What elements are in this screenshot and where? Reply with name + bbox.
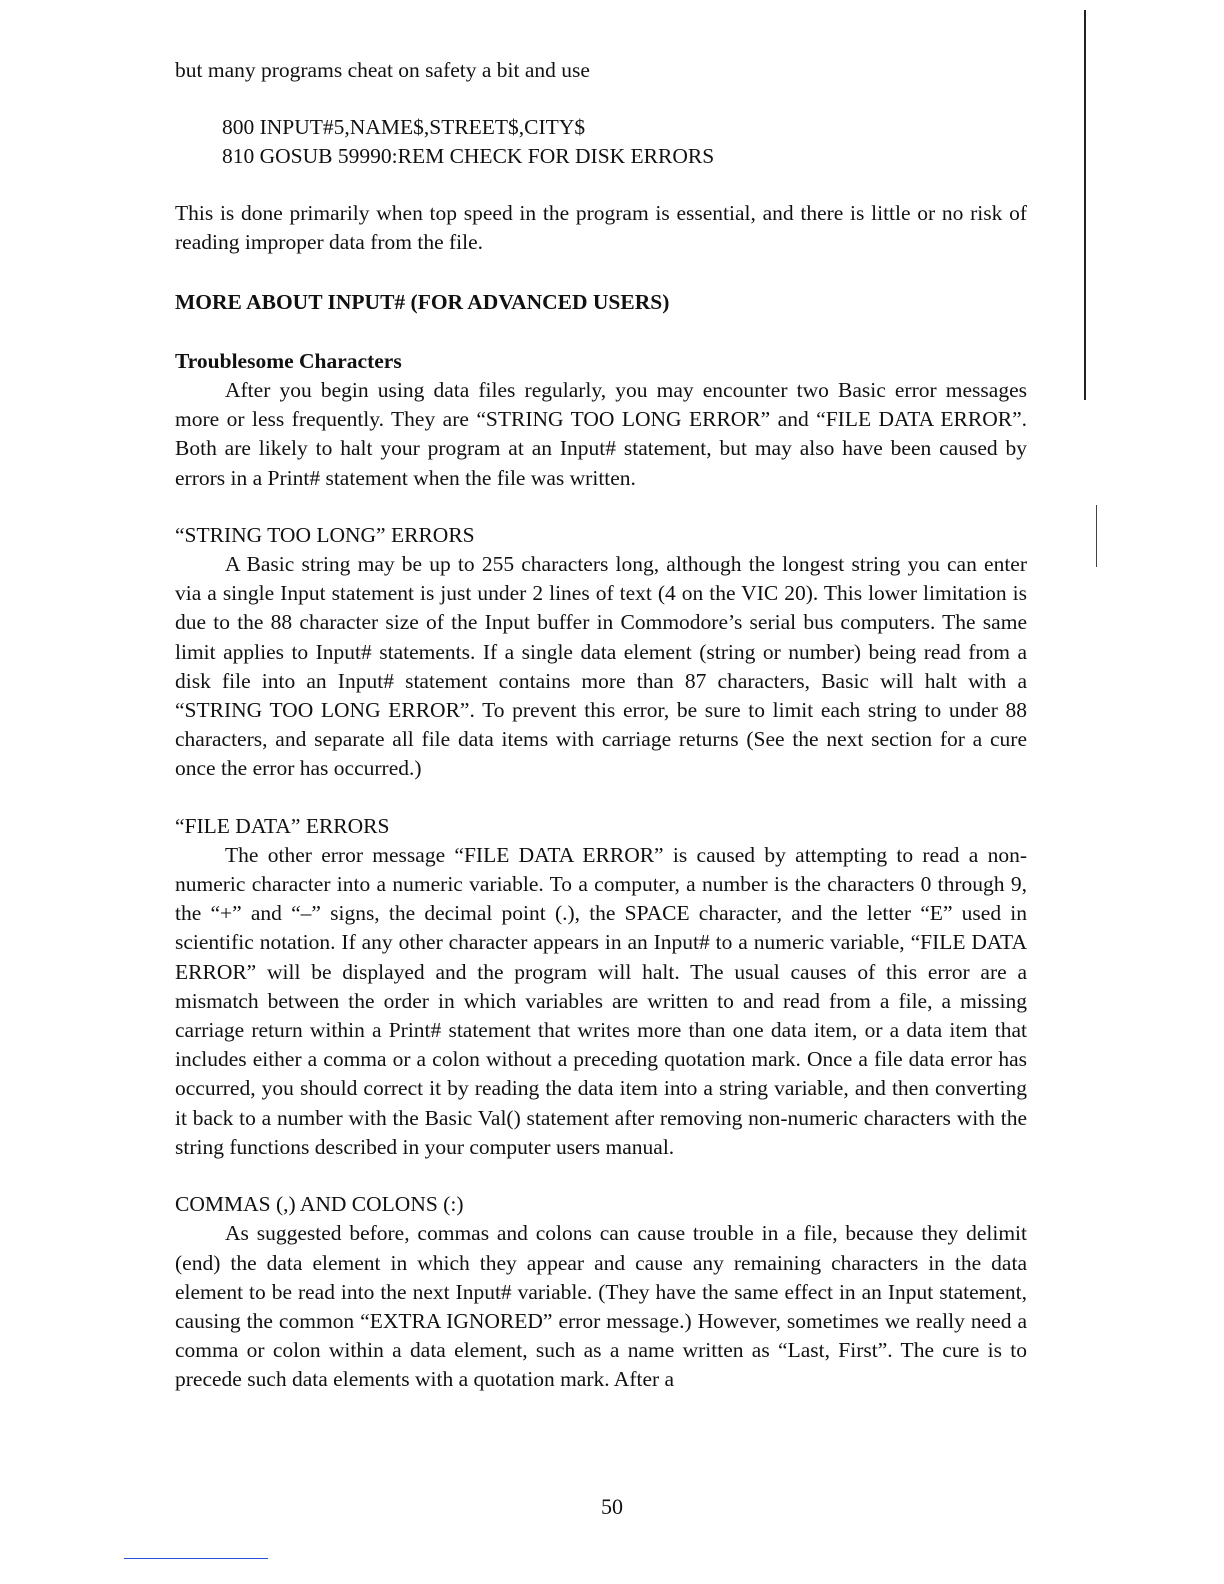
intro-line: but many programs cheat on safety a bit and use: [175, 58, 590, 82]
string-too-long-paragraph: A Basic string may be up to 255 characters long, although the longest string you can enter via a single Input statement is just under 2 lines of text (4 on the VIC 20). This lower limitation is due to the 88 character size of the Input buffer in Commodore’s serial bus computers. The same limit applies to Input# statements. If a single data element (string or number) being read from a disk file into an Input# statement contains more than 87 characters, Basic will halt with a “STRING TOO LONG ERROR”. To prevent this error, be sure to limit each string to under 88 characters, and separate all file data items with carriage returns (See the next section for a cure once the error has occurred.): [175, 552, 1027, 781]
spacer: [175, 171, 1027, 199]
document-page: [175, 56, 1027, 1395]
commas-colons-heading: COMMAS (,) AND COLONS (:): [175, 1192, 464, 1217]
speed-paragraph: This is done primarily when top speed in the program is essential, and there is little or no risk of reading improper data from the file.: [175, 201, 1027, 255]
scan-edge-mark: [1096, 505, 1097, 567]
file-data-heading: “FILE DATA” ERRORS: [175, 813, 390, 838]
spacer: [175, 1162, 1027, 1190]
troublesome-heading: Troublesome Characters: [175, 348, 402, 373]
commas-colons-paragraph: As suggested before, commas and colons can cause trouble in a file, because they delimit (end) the data element in which they appear and cause any remaining characters in the data element to be read into the next Input# variable. (They have the same effect in an Input statement, causing the common “EXTRA IGNORED” error message.) However, sometimes we really need a comma or colon within a data element, such as a name written as “Last, First”. The cure is to precede such data elements with a quotation mark. After a: [175, 1221, 1027, 1392]
file-data-paragraph: The other error message “FILE DATA ERROR” is caused by attempting to read a non-numeric character into a numeric variable. To a computer, a number is the characters 0 through 9, the “+” and “–” signs, the decimal point (.), the SPACE character, and the letter “E” used in scientific notation. If any other character appears in an Input# to a numeric variable, “FILE DATA ERROR” will be displayed and the program will halt. The usual causes of this error are a mismatch between the order in which variables are written to and read from a file, a missing carriage return within a Print# statement that writes more than one data item, or a data item that includes either a comma or a colon without a preceding quotation mark. Once a file data error has occurred, you should correct it by reading the data item into a string variable, and then converting it back to a number with the Basic Val() statement after removing non-numeric characters with the string functions described in your computer users manual.: [175, 842, 1027, 1159]
spacer: [175, 784, 1027, 812]
page-number: 50: [601, 1494, 623, 1519]
troublesome-paragraph: After you begin using data files regularly, you may encounter two Basic error messages more or less frequently. They are “STRING TOO LONG ERROR” and “FILE DATA ERROR”. Both are likely to halt your program at an Input# statement, but may also have been caused by errors in a Print# statement when the file was written.: [175, 378, 1027, 490]
code-line-800: 800 INPUT#5,NAME$,STREET$,CITY$: [222, 115, 586, 140]
spacer: [175, 258, 1027, 288]
code-line-810: 810 GOSUB 59990:REM CHECK FOR DISK ERRORS: [222, 144, 715, 169]
spacer: [175, 85, 1027, 113]
spacer: [175, 317, 1027, 347]
section-heading: MORE ABOUT INPUT# (FOR ADVANCED USERS): [175, 289, 670, 314]
spacer: [175, 493, 1027, 521]
code-block: [222, 113, 1027, 171]
scan-edge-line: [1084, 10, 1086, 400]
string-too-long-heading: “STRING TOO LONG” ERRORS: [175, 522, 475, 547]
scan-bottom-line: [124, 1558, 268, 1559]
